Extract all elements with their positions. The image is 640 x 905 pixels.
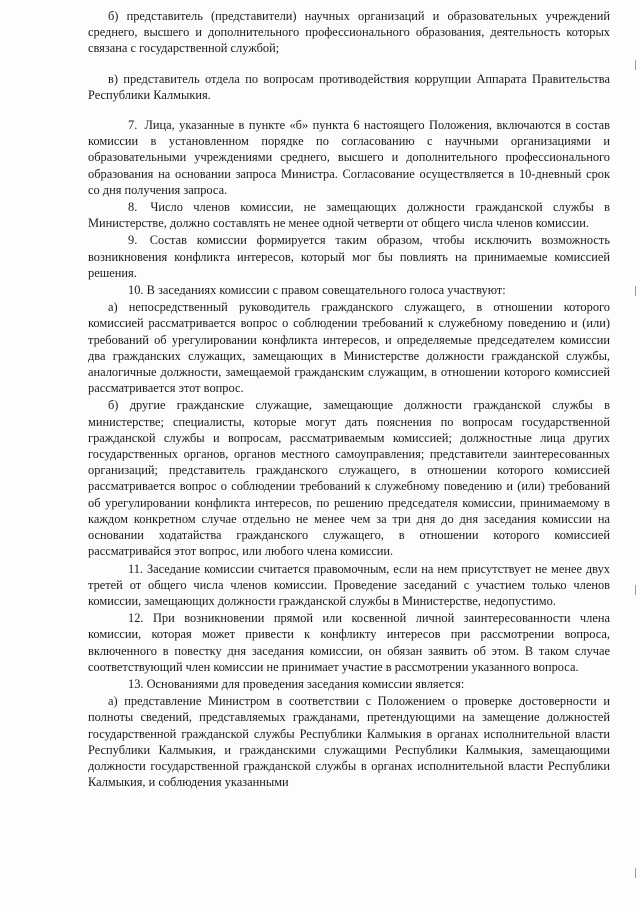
paragraph-11 [88, 561, 610, 610]
paragraph-6b [88, 8, 610, 57]
paragraph-number: 7. [128, 118, 138, 133]
scan-mark [635, 286, 636, 296]
paragraph-text: В заседаниях комиссии с правом совещательного голоса участвуют: [146, 283, 506, 298]
paragraph-number: 10. [128, 283, 144, 298]
scan-mark [635, 585, 636, 595]
scan-edge-marks [632, 0, 636, 905]
paragraph-number: 13. [128, 676, 144, 691]
scan-mark [635, 60, 636, 70]
paragraph-text: Число членов комиссии, не замещающих должности гражданской службы в Министерстве, должно составлять не менее одной четверти от общего числа членов комиссии. [88, 200, 610, 231]
scan-mark [635, 868, 636, 878]
paragraph-text: Лица, указанные в пункте «б» пункта 6 настоящего Положения, включаются в состав комиссии в установленном порядке по согласованию с научными организациями и образовательными учреждениями среднего, высшего и дополнительного профессионального образования на основании запроса Министра. Согласование осуществляется в 10-дневный срок со дня получения запроса. [88, 118, 610, 197]
paragraph-number: 9. [128, 233, 138, 248]
paragraph-number: 8. [128, 200, 138, 215]
paragraph-13 [88, 676, 610, 692]
paragraph-text: При возникновении прямой или косвенной личной заинтересованности члена комиссии, которая может привести к конфликту интересов при рассмотрении вопроса, включенного в повестку дня заседания комиссии, он обязан заявить об этом. В таком случае соответствующий член комиссии не принимает участие в рассмотрении указанного вопроса. [88, 611, 610, 674]
paragraph-8 [88, 199, 610, 231]
paragraph-text: Заседание комиссии считается правомочным, если на нем присутствует не менее двух третей от общего числа членов комиссии. Проведение заседаний с участием только членов комиссии, замещающих должности гражданской службы в Министерстве, недопустимо. [88, 561, 610, 608]
paragraph-text: б) другие гражданские служащие, замещающие должности гражданской службы в министерстве; специалисты, которые могут дать пояснения по вопросам государственной гражданской службы и вопросам, рассматриваемым комиссией; должностные лица других государственных органов, органов местного самоуправления; представители заинтересованных организаций; представитель гражданского служащего, в отношении которого комиссией рассматривается вопрос о соблюдении требований к служебному поведению и (или) требований об урегулировании конфликта интересов, по решению председателя комиссии, принимаемому в каждом конкретном случае отдельно не менее чем за три дня до дня заседания комиссии на основании ходатайства гражданского служащего, в отношении которого комиссией рассматривайся этот вопрос, или любого члена комиссии. [88, 398, 610, 559]
paragraph-number: 11. [128, 561, 144, 576]
paragraph-text: Основаниями для проведения заседания комиссии является: [146, 676, 465, 691]
paragraph-text: Состав комиссии формируется таким образом, чтобы исключить возможность возникновения конфликта интересов, который мог бы повлиять на принимаемые комиссией решения. [88, 233, 610, 280]
paragraph-10 [88, 282, 610, 298]
paragraph-13a [88, 693, 610, 790]
paragraph-text: б) представитель (представители) научных организаций и образовательных учреждений среднего, высшего и дополнительного профессионального образования, деятельность которых связана с государственной службой; [88, 9, 610, 56]
paragraph-7 [88, 117, 610, 198]
paragraph-text: а) непосредственный руководитель гражданского служащего, в отношении которого комиссией рассматривается вопрос о соблюдении требований к служебному поведению и (или) требований об урегулировании конфликта интересов, и определяемые председателем комиссии два гражданских служащих, замещающих в Министерстве должности гражданской службы, аналогичные должности, замещаемой гражданским служащим, в отношении которого комиссией рассматривается этот вопрос. [88, 300, 610, 396]
paragraph-10a [88, 299, 610, 396]
paragraph-text: в) представитель отдела по вопросам противодействия коррупции Аппарата Правительства Республики Калмыкия. [88, 71, 610, 102]
paragraph-9 [88, 232, 610, 281]
paragraph-text: а) представление Министром в соответствии с Положением о проверке достоверности и полноты сведений, представляемых гражданами, претендующими на замещение должностей государственной гражданской службы Республики Калмыкия в органах исполнительной власти Республики Калмыкия, и гражданскими служащими Республики Калмыкия, замещающими должности государственной гражданской службы в органах исполнительной власти Республики Калмыкия, и соблюдения указанными [88, 694, 610, 790]
paragraph-6v [88, 71, 610, 103]
paragraph-10b [88, 397, 610, 559]
paragraph-number: 12. [128, 611, 144, 626]
paragraph-12 [88, 610, 610, 675]
